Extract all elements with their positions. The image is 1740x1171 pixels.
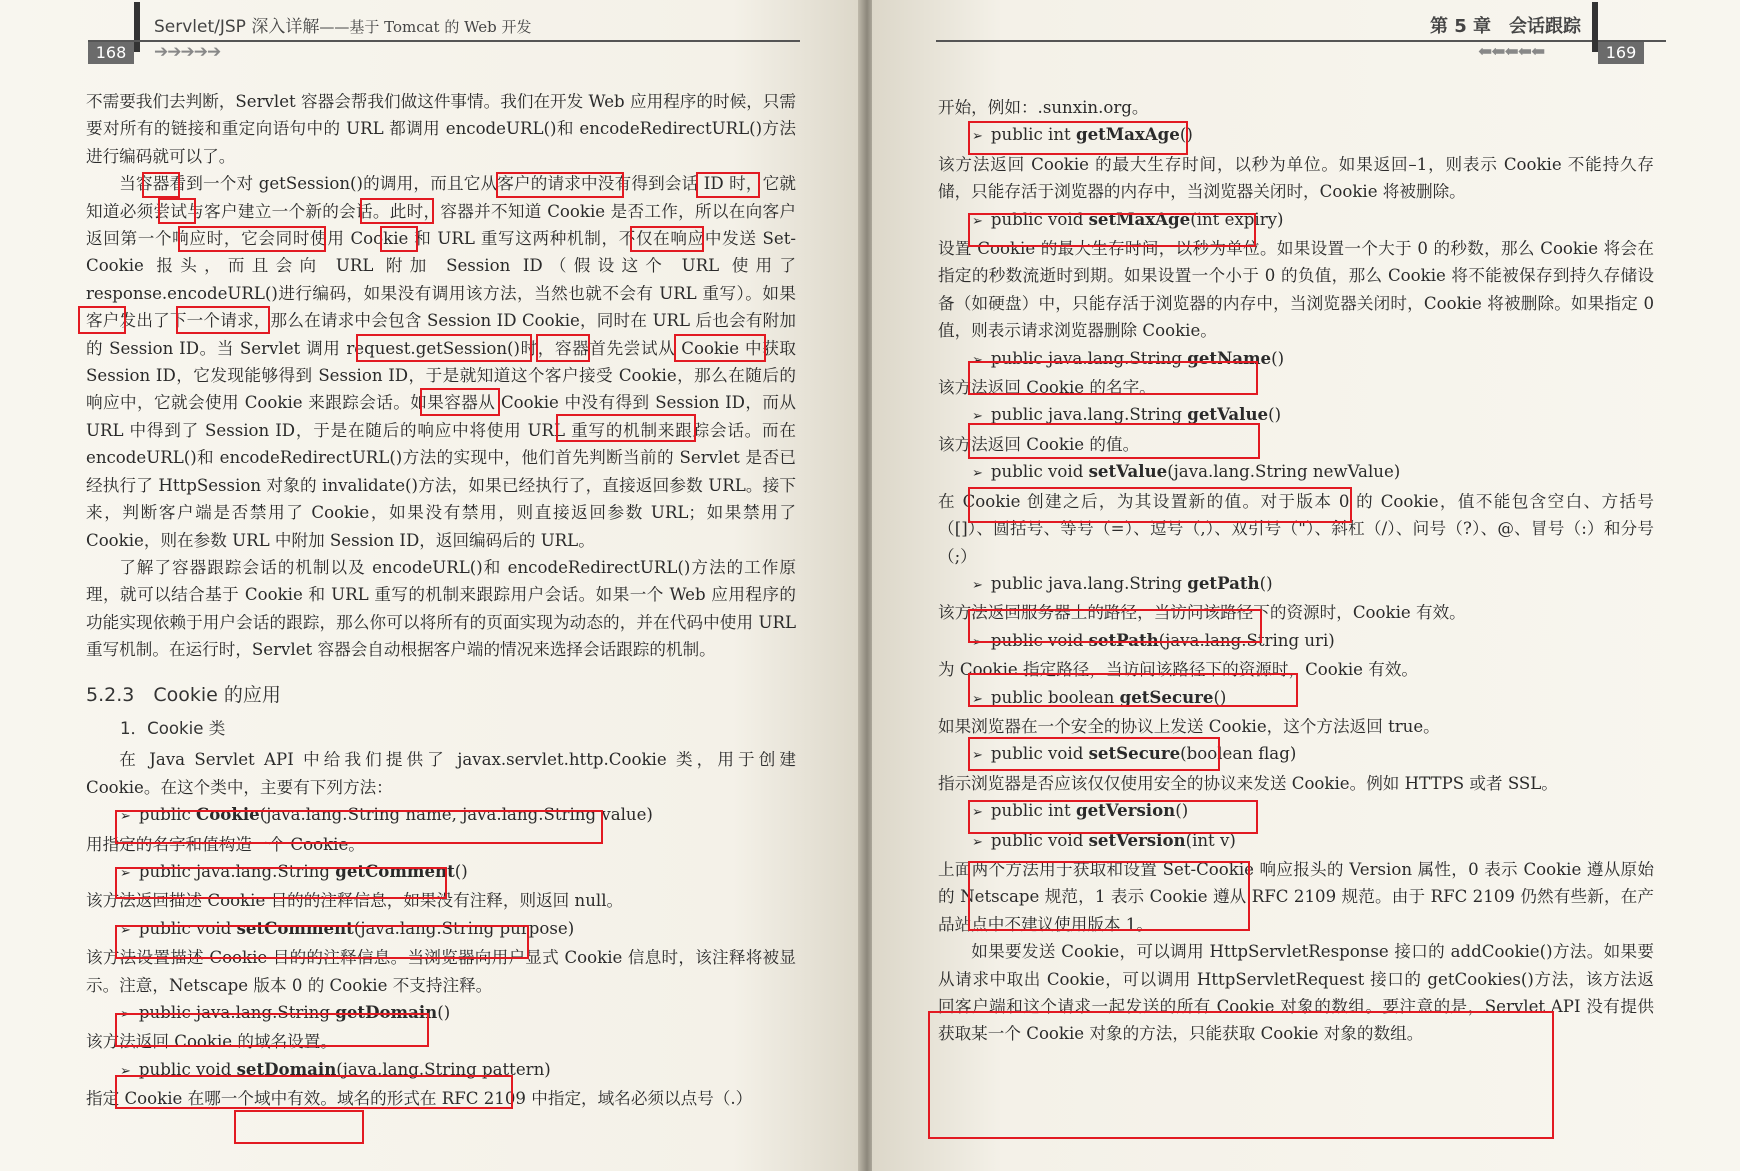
paragraph: 当容器看到一个对 getSession()的调用，而且它从客户的请求中没有得到会话 ID 时，它就知道必须尝试与客户建立一个新的会话。此时，容器并不知道 Cookie 是否工作，所以在向客户返回第一个响应时，它会同时使用 Cookie 和 URL 重写这两种机制，不仅在响应中发送 Set-Cookie 报头，而且会向 URL 附加 Session ID（假设这个 URL 使用了 response.encodeURL()进行编码，如果没有调用该方法，当然也就不会有 URL 重写）。如果客户发出了下一个请求，那么在请求中会包含 Session ID Cookie，同时在 URL 后也会有附加的 Session ID。当 Servlet 调用 request.getSession()时，容器首先尝试从 Cookie 中获取 Session ID，它发现能够得到 Session ID，于是就知道这个客户接受 Cookie，那么在随后的响应中，它就会使用 Cookie 来跟踪会话。如果容器从 Cookie 中没有得到 Session ID，而从 URL 中得到了 Session ID，于是在随后的响应中将使用 URL 重写的机制来跟踪会话。而在 encodeURL()和 encodeRedirectURL()方法的实现中，他们首先判断当前的 Servlet 是否已经执行了 HttpSession 对象的 invalidate()方法，如果已经执行了，直接返回参数 URL。接下来，判断客户端是否禁用了 Cookie，如果没有禁用，则直接返回参数 URL；如果禁用了 Cookie，则在参数 URL 中附加 Session ID，返回编码后的 URL。: [86, 174, 796, 550]
arrow-bullet-icon: ➢: [972, 352, 983, 368]
method-description: 用指定的名字和值构造一个 Cookie。: [86, 834, 365, 854]
method-signature: ➢ public void setSecure(boolean flag): [972, 740, 1654, 769]
method-description: 该方法设置描述 Cookie 目的的注释信息。当浏览器向用户显式 Cookie 信息时，该注释将被显示。注意，Netscape 版本 0 的 Cookie 不支持注释。: [86, 948, 796, 995]
method-signature: ➢ public java.lang.String getValue(): [972, 401, 1654, 430]
chapter-title: 第 5 章 会话跟踪: [1430, 16, 1582, 37]
arrow-bullet-icon: ➢: [120, 1007, 131, 1022]
left-page: [0, 0, 862, 1171]
book-subtitle: ——基于 Tomcat 的 Web 开发: [319, 18, 532, 36]
right-body: [938, 94, 1654, 1048]
method-signature: ➢ public void setVersion(int v): [972, 827, 1654, 856]
arrow-bullet-icon: ➢: [120, 1063, 131, 1079]
method-signature: ➢ public int getMaxAge(): [972, 121, 1654, 150]
page-number: 168: [88, 42, 134, 64]
arrow-bullet-icon: ➢: [972, 577, 983, 593]
method-description: 如果浏览器在一个安全的协议上发送 Cookie，这个方法返回 true。: [938, 716, 1440, 736]
arrow-bullet-icon: ➢: [120, 865, 131, 881]
paragraph: 不需要我们去判断，Servlet 容器会帮我们做这件事情。我们在开发 Web 应用程序的时候，只需要对所有的链接和重定向语句中的 URL 都调用 encodeURL()和 encodeRedirectURL()方法进行编码就可以了。: [86, 92, 796, 166]
method-description: 该方法返回描述 Cookie 目的的注释信息，如果没有注释，则返回 null。: [86, 891, 624, 911]
method-signature: ➢ public void setDomain(java.lang.String pattern): [120, 1056, 796, 1085]
annotation-box: [234, 1110, 364, 1144]
paragraph: 如果要发送 Cookie，可以调用 HttpServletResponse 接口的 addCookie()方法。如果要从请求中取出 Cookie，可以调用 HttpServletRequest 接口的 getCookies()方法，该方法返回客户端和这个请求一起发送的所有 Cookie 对象的数组。要注意的是，Servlet API 没有提供获取某一个 Cookie 对象的方法，只能获取 Cookie 对象的数组。: [938, 942, 1654, 1044]
method-description: 在 Cookie 创建之后，为其设置新的值。对于版本 0 的 Cookie，值不能包含空白、方括号（[]）、圆括号、等号（=）、逗号（,）、双引号（"）、斜杠（/）、问号（?）、@、冒号（:）和分号（;）: [938, 491, 1654, 566]
method-description: 该方法返回 Cookie 的值。: [938, 434, 1140, 454]
arrow-bullet-icon: ➢: [120, 809, 131, 825]
method-signature: ➢ public void setValue(java.lang.String newValue): [972, 458, 1654, 487]
method-signature: ➢ public java.lang.String getComment(): [120, 858, 796, 887]
paragraph: 开始，例如：.sunxin.org。: [938, 98, 1149, 117]
arrow-bullet-icon: ➢: [120, 922, 131, 938]
method-description: 该方法返回 Cookie 的名字。: [938, 378, 1156, 398]
method-description: 该方法返回服务器上的路径，当访问该路径下的资源时，Cookie 有效。: [938, 603, 1466, 623]
page-number: 169: [1598, 42, 1644, 64]
method-signature: ➢ public java.lang.String getDomain(): [120, 999, 796, 1028]
header-arrows-icon: ➔➔➔➔➔: [154, 42, 221, 62]
arrow-bullet-icon: ➢: [972, 691, 983, 707]
method-signature: ➢ public int getVersion(): [972, 797, 1654, 826]
method-description: 上面两个方法用于获取和设置 Set-Cookie 响应报头的 Version 属性，0 表示 Cookie 遵从原始的 Netscape 规范，1 表示 Cookie 遵从 RFC 2109 规范。由于 RFC 2109 仍然有些新，在产品站点中不建议使用版本 1。: [938, 859, 1654, 934]
method-description: 该方法返回 Cookie 的最大生存时间，以秒为单位。如果返回–1，则表示 Cookie 不能持久存储，只能存活于浏览器的内存中，当浏览器关闭时，Cookie 将被删除。: [938, 154, 1654, 202]
method-description: 指示浏览器是否应该仅仅使用安全的协议来发送 Cookie。例如 HTTPS 或者 SSL。: [938, 773, 1558, 793]
book-title-text: Servlet/JSP 深入详解: [154, 17, 320, 37]
header-arrows-icon: ⬅⬅⬅⬅⬅: [1478, 42, 1545, 62]
arrow-bullet-icon: ➢: [972, 834, 983, 850]
arrow-bullet-icon: ➢: [972, 748, 983, 764]
arrow-bullet-icon: ➢: [972, 466, 983, 482]
arrow-bullet-icon: ➢: [972, 805, 983, 821]
method-signature: ➢ public void setComment(java.lang.String purpose): [120, 915, 796, 944]
method-description: 指定 Cookie 在哪一个域中有效。域名的形式在 RFC 2109 中指定，域名必须以点号（.）: [86, 1089, 753, 1109]
method-description: 设置 Cookie 的最大生存时间，以秒为单位。如果设置一个大于 0 的秒数，那么 Cookie 将会在指定的秒数流逝时到期。如果设置一个小于 0 的负值，那么 Cookie 将不能被保存到持久存储设备（如硬盘）中，只能存活于浏览器的内存中，当浏览器关闭时，Cookie 将被删除。如果指定 0 值，则表示请求浏览器删除 Cookie。: [938, 239, 1654, 341]
header-post: [134, 2, 140, 52]
method-signature: ➢ public Cookie(java.lang.String name, java.lang.String value): [120, 801, 796, 830]
arrow-bullet-icon: ➢: [972, 213, 983, 229]
right-page: [872, 0, 1740, 1171]
left-body: [86, 88, 796, 1113]
paragraph: 了解了容器跟踪会话的机制以及 encodeURL()和 encodeRedirectURL()方法的工作原理，就可以结合基于 Cookie 和 URL 重写的机制来跟踪用户会话。如果一个 Web 应用程序的功能实现依赖于用户会话的跟踪，那么你可以将所有的页面实现为动态的，并在代码中使用 URL 重写机制。在运行时，Servlet 容器会自动根据客户端的情况来选择会话跟踪的机制。: [86, 557, 796, 660]
arrow-bullet-icon: ➢: [972, 409, 983, 425]
header-rule: [936, 40, 1666, 42]
method-description: 该方法返回 Cookie 的域名设置。: [86, 1032, 337, 1052]
method-signature: ➢ public void setMaxAge(int expiry): [972, 206, 1654, 235]
book-title: [154, 12, 532, 37]
method-description: 为 Cookie 指定路径，当访问该路径下的资源时，Cookie 有效。: [938, 660, 1419, 680]
method-signature: ➢ public java.lang.String getName(): [972, 345, 1654, 374]
subsection-heading: 1．Cookie 类: [120, 718, 226, 738]
method-signature: ➢ public void setPath(java.lang.String uri): [972, 627, 1654, 656]
arrow-bullet-icon: ➢: [972, 129, 983, 145]
method-signature: ➢ public java.lang.String getPath(): [972, 570, 1654, 599]
arrow-bullet-icon: ➢: [972, 634, 983, 650]
section-heading: 5.2.3 Cookie 的应用: [86, 683, 281, 706]
paragraph: 在 Java Servlet API 中给我们提供了 javax.servlet.http.Cookie 类，用于创建 Cookie。在这个类中，主要有下列方法：: [86, 750, 796, 797]
method-signature: ➢ public boolean getSecure(): [972, 684, 1654, 713]
